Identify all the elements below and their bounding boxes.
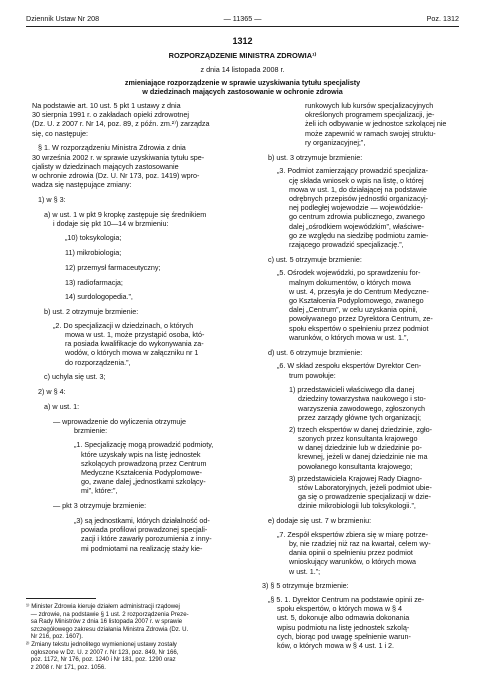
text-line: — wprowadzenie do wyliczenia otrzymuje bbox=[53, 416, 187, 426]
text-line: a) w ust. 1: bbox=[44, 401, 80, 411]
text-line: stów Laboratoryjnych, jeżeli podmiot ubie- bbox=[298, 482, 432, 492]
text-line: (Dz. U. z 2007 r. Nr 14, poz. 89, z późn. zm.²⁾) zarządza bbox=[32, 119, 210, 129]
text-line: go centrum zdrowia publicznego, zwanego bbox=[289, 212, 425, 222]
text-line: 11) mikrobiologia; bbox=[65, 248, 122, 258]
footnote-line: — zdrowie, na podstawie § 1 ust. 2 rozporządzenia Preze- bbox=[30, 610, 189, 618]
text-line: 30 września 2002 r. w sprawie uzyskiwania tytułu spe- bbox=[32, 152, 205, 162]
text-line: „5. Ośrodek wojewódzki, po sprawdzeniu for- bbox=[277, 268, 421, 278]
text-line: określonych programem specjalizacji, je- bbox=[305, 110, 435, 120]
text-line: § 1. W rozporządzeniu Ministra Zdrowia z dnia bbox=[38, 143, 186, 153]
text-line: warzyszenia zawodowego, zgłoszonych bbox=[298, 403, 426, 413]
text-line: trum powołuje: bbox=[289, 370, 336, 380]
text-line: społu ekspertów, o których mowa w § 4 bbox=[277, 604, 403, 614]
text-line: ga się o prowadzenie specjalizacji w dzie- bbox=[298, 492, 432, 501]
document-title: ROZPORZĄDZENIE MINISTRA ZDROWIA¹⁾ bbox=[168, 51, 317, 60]
page-number: — 11365 — bbox=[223, 14, 262, 23]
text-line: „2. Do specjalizacji w dziedzinach, o których bbox=[53, 320, 194, 330]
document-date: z dnia 14 listopada 2008 r. bbox=[200, 65, 285, 74]
text-line: wpisu podmiotu na listę jednostek szkolą- bbox=[277, 622, 410, 632]
text-line: „3) są jednostkami, których działalność od- bbox=[74, 515, 210, 525]
footnote-line: sa Rady Ministrów z dnia 16 listopada 2007 r. w sprawie bbox=[30, 618, 183, 626]
text-line: ra posiada kwalifikacje do wykonywania za- bbox=[65, 339, 204, 349]
text-line: przez zarządy główne tych organizacji; bbox=[298, 412, 422, 422]
text-line: b) ust. 3 otrzymuje brzmienie: bbox=[268, 152, 363, 162]
text-line: 14) surdologopedia.”, bbox=[65, 292, 133, 302]
text-line: Na podstawie art. 10 ust. 5 pkt 1 ustawy z dnia bbox=[32, 101, 181, 110]
text-line: brzmienie: bbox=[74, 425, 108, 435]
text-line: mowa w ust. 1, do działającej na podstawie bbox=[289, 184, 427, 194]
subject-line: zmieniające rozporządzenie w sprawie uzyskiwania tytułu specjalisty bbox=[124, 78, 361, 87]
text-line: cję składa wniosek o wpis na listę, o której bbox=[289, 175, 424, 185]
text-line: nej podległej wojewodzie — wojewódzkie- bbox=[289, 203, 423, 213]
text-line: 13) radiofarmacja; bbox=[65, 277, 123, 287]
text-line: go Kształcenia Podyplomowego, zwanego bbox=[289, 296, 424, 306]
text-line: — pkt 3 otrzymuje brzmienie: bbox=[53, 501, 147, 511]
text-line: e) dodaje się ust. 7 w brzmieniu: bbox=[268, 515, 372, 525]
text-line: ry organizacyjnej;”, bbox=[305, 137, 366, 147]
text-line: 2) trzech ekspertów w danej dziedzinie, zgło- bbox=[289, 424, 433, 434]
text-line: rzającego prowadzić specjalizację.”, bbox=[289, 239, 404, 249]
footnote-line: z 2008 r. Nr 171, poz. 1056. bbox=[30, 663, 107, 671]
text-line: może zapewnić w ramach swojej struktu- bbox=[305, 128, 436, 138]
text-line: ków, o których mowa w § 4 ust. 1 i 2. bbox=[277, 641, 395, 651]
text-line: i dodaje się pkt 10—14 w brzmieniu: bbox=[53, 218, 169, 228]
text-line: w ust. 4, przesyła je do Centrum Medyczne- bbox=[289, 286, 429, 296]
footnote-line: ¹⁾ Minister Zdrowia kieruje działem administracji rządowej bbox=[26, 603, 180, 610]
text-line: wodów, o których mowa w załączniku nr 1 bbox=[65, 348, 199, 358]
text-line: zacji i które zawarły porozumienia z inny- bbox=[81, 534, 212, 544]
text-line: mowa w ust. 1, może przystąpić osoba, któ- bbox=[65, 330, 205, 340]
text-line: cjalisty w dziedzinach mających zastosowanie bbox=[32, 161, 179, 171]
text-line: go ze względu na siedzibę podmiotu zamie- bbox=[289, 230, 429, 240]
text-line: dania opinii o spełnieniu przez podmiot bbox=[289, 548, 413, 558]
text-line: powoływanego przez Dyrektora Centrum, ze- bbox=[289, 314, 433, 324]
text-line: powołanego konsultanta krajowego; bbox=[298, 461, 413, 471]
footnote-line: szczegółowego zakresu działania Ministra Zdrowia (Dz. U. bbox=[30, 625, 189, 633]
text-line: ust. 5, dokonuje albo odmawia dokonania bbox=[277, 613, 410, 623]
footnote-line: poz. 1172, Nr 176, poz. 1240 i Nr 181, poz. 1290 oraz bbox=[30, 656, 176, 664]
text-line: „6. W skład zespołu ekspertów Dyrektor Cen- bbox=[277, 361, 422, 371]
footnote-line: Nr 216, poz. 1607). bbox=[30, 633, 83, 641]
text-line: 3) przedstawiciela Krajowej Rady Diagno- bbox=[289, 473, 423, 483]
text-line: w ust. 1.”; bbox=[289, 566, 321, 576]
text-line: powiada profilowi prowadzonej specjali- bbox=[81, 525, 208, 535]
text-line: dzinie mikrobiologii lub toksykologii.”, bbox=[298, 501, 416, 511]
text-line: c) ust. 5 otrzymuje brzmienie: bbox=[268, 254, 362, 264]
text-line: a) w ust. 1 w pkt 9 kropkę zastępuje się średnikiem bbox=[44, 209, 207, 219]
running-header bbox=[26, 14, 459, 24]
text-line: „§ 5. 1. Dyrektor Centrum na podstawie opinii ze- bbox=[268, 595, 425, 605]
journal-name: Dziennik Ustaw Nr 208 bbox=[26, 14, 100, 23]
text-line: społu ekspertów o spełnieniu przez podmiot bbox=[289, 323, 429, 333]
text-line: wadza się następujące zmiany: bbox=[32, 180, 132, 190]
text-line: c) uchyla się ust. 3; bbox=[44, 372, 106, 382]
text-line: „7. Zespół ekspertów zbiera się w miarę potrze- bbox=[277, 529, 428, 539]
text-line: 1) w § 3: bbox=[38, 194, 66, 204]
text-line: by, nie rzadziej niż raz na kwartał, celem wy- bbox=[289, 538, 431, 548]
text-line: mi”, które:”, bbox=[81, 486, 118, 496]
text-line: odrębnych przepisów jednostki organizacyj- bbox=[289, 193, 429, 203]
footnote-line: ogłoszone w Dz. U. z 2007 r. Nr 123, poz. 849, Nr 166, bbox=[30, 648, 179, 656]
text-line: dziedziny towarzystwa naukowego i sto- bbox=[298, 394, 426, 404]
text-line: malnym dokumentów, o których mowa bbox=[289, 277, 411, 287]
document-subject bbox=[26, 78, 459, 97]
text-line: w danej dziedzinie lub w dziedzinie po- bbox=[298, 443, 422, 453]
text-line: szkolących prowadzoną przez Centrum bbox=[81, 458, 207, 468]
text-line: żeli ich odbywanie w jednostce szkolącej nie bbox=[305, 119, 447, 129]
text-line: krewnej, jeżeli w danej dziedzinie nie ma bbox=[298, 452, 428, 462]
text-line: szonych przez konsultanta krajowego bbox=[298, 434, 418, 444]
text-line: „3. Podmiot zamierzający prowadzić specjaliza- bbox=[277, 166, 428, 176]
footnote-line: ²⁾ Zmiany tekstu jednolitego wymienionej ustawy zostały bbox=[26, 641, 177, 648]
text-line: 2) w § 4: bbox=[38, 387, 66, 397]
text-line: „10) toksykologia; bbox=[65, 233, 122, 243]
text-line: d) ust. 6 otrzymuje brzmienie: bbox=[268, 347, 363, 357]
text-line: w ochronie zdrowia (Dz. U. Nr 173, poz. 1419) wpro- bbox=[32, 170, 200, 180]
footnote-rule bbox=[26, 598, 96, 599]
header-rule bbox=[26, 26, 459, 27]
text-line: „1. Specjalizację mogą prowadzić podmioty, bbox=[74, 440, 214, 450]
text-line: które uzyskały wpis na listę jednostek bbox=[81, 449, 201, 459]
text-line: do rozporządzenia.”, bbox=[65, 357, 131, 367]
text-line: runkowych lub kursów specjalizacyjnych bbox=[305, 101, 434, 110]
text-line: go, zwane dalej „jednostkami szkolący- bbox=[81, 477, 206, 487]
position-number: Poz. 1312 bbox=[426, 14, 459, 23]
text-line: dalej „ośrodkiem wojewódzkim”, właściwe- bbox=[289, 221, 425, 231]
text-line: 1) przedstawicieli właściwego dla danej bbox=[289, 385, 415, 395]
text-line: 3) § 5 otrzymuje brzmienie: bbox=[262, 581, 349, 591]
subject-line: w dziedzinach mających zastosowanie w ochronie zdrowia bbox=[142, 87, 343, 97]
text-line: dalej „Centrum”, w celu uzyskania opinii, bbox=[289, 305, 418, 315]
document-number: 1312 bbox=[232, 36, 253, 46]
text-line: cych, biorąc pod uwagę spełnienie warun- bbox=[277, 631, 411, 641]
text-line: Medyczne Kształcenia Podyplomowe- bbox=[81, 468, 203, 478]
text-line: warunków, o których mowa w ust. 1.”, bbox=[289, 332, 409, 342]
text-line: się, co następuje: bbox=[32, 128, 88, 138]
text-line: wnioskujący warunków, o których mowa bbox=[289, 557, 417, 567]
text-line: 12) przemysł farmaceutyczny; bbox=[65, 262, 161, 272]
text-line: mi podmiotami na realizację staży kie- bbox=[81, 543, 203, 553]
text-line: b) ust. 2 otrzymuje brzmienie: bbox=[44, 307, 139, 317]
text-line: 30 sierpnia 1991 r. o zakładach opieki zdrowotnej bbox=[32, 110, 190, 120]
